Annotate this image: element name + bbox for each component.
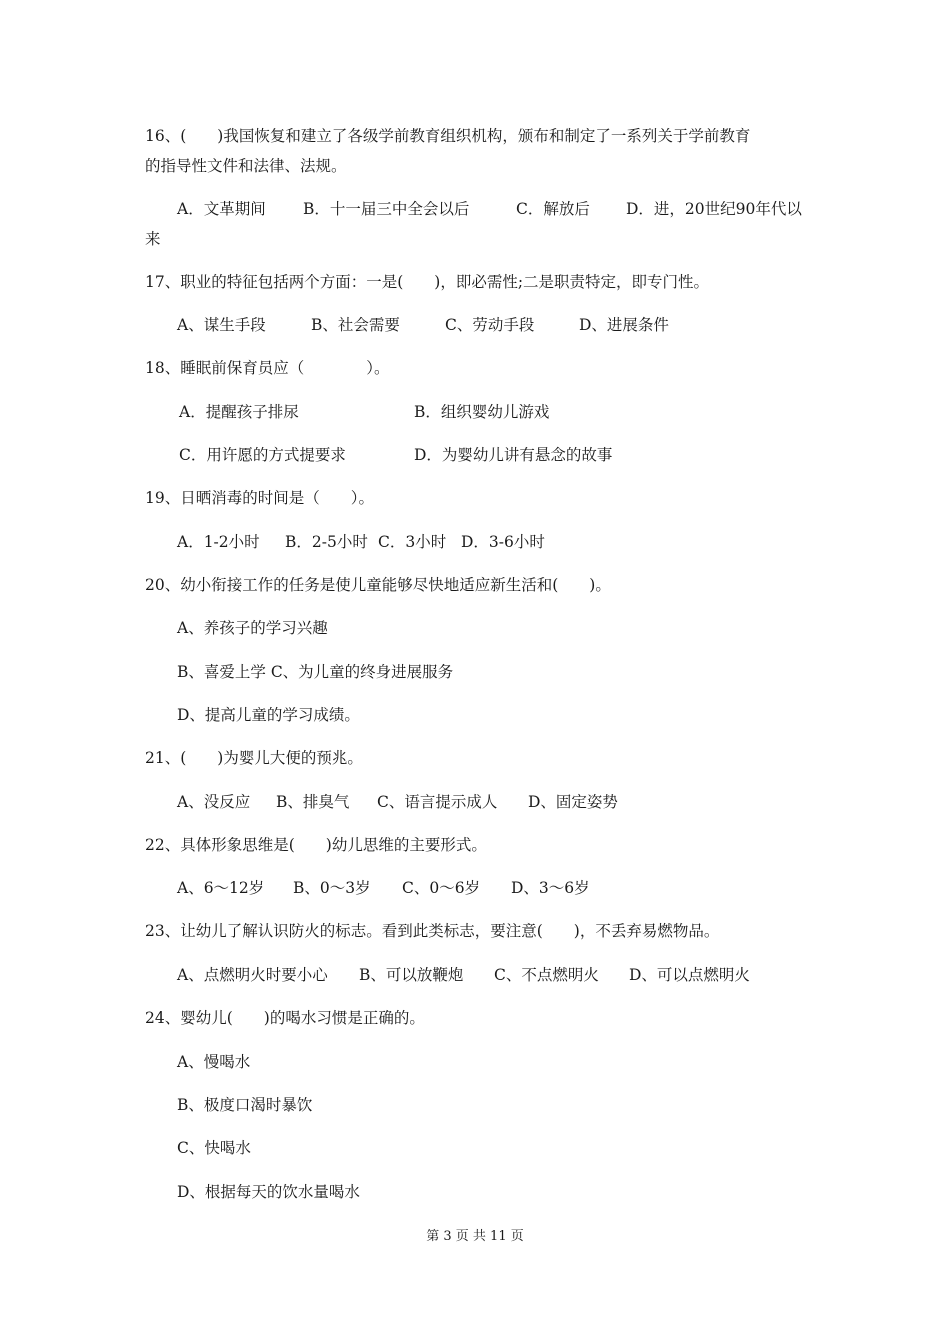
option-c: C．3小时: [378, 533, 447, 551]
question-16-options-continued: 来: [145, 230, 161, 248]
option-d: D．进，20世纪90年代以: [626, 200, 802, 218]
question-21-stem: 21、( )为婴儿大便的预兆。: [145, 749, 363, 767]
option-a: A．提醒孩子排尿: [179, 403, 299, 421]
option-b: B．组织婴幼儿游戏: [414, 403, 550, 421]
option-a: A、6～12岁: [177, 879, 265, 897]
option-d: D、3～6岁: [511, 879, 590, 897]
question-20-stem: 20、幼小衔接工作的任务是使儿童能够尽快地适应新生活和( )。: [145, 576, 611, 594]
question-19-stem: 19、日晒消毒的时间是（ ）。: [145, 489, 374, 507]
option-a: A、谋生手段: [177, 316, 266, 334]
option-a: A、没反应: [177, 793, 251, 811]
option-a: A．1-2小时: [177, 533, 260, 551]
option-c: C、不点燃明火: [494, 966, 599, 984]
question-22-stem: 22、具体形象思维是( )幼儿思维的主要形式。: [145, 836, 487, 854]
question-20-option-a: A、养孩子的学习兴趣: [177, 619, 328, 637]
option-b: B．2-5小时: [285, 533, 368, 551]
option-c: C、0～6岁: [402, 879, 481, 897]
option-b: B、排臭气: [276, 793, 350, 811]
question-24-stem: 24、婴幼儿( )的喝水习惯是正确的。: [145, 1009, 425, 1027]
option-b: B、社会需要: [311, 316, 400, 334]
option-b: B、0～3岁: [293, 879, 371, 897]
question-18-stem: 18、睡眠前保育员应（ ）。: [145, 359, 390, 377]
option-c: C．解放后: [516, 200, 590, 218]
question-17-stem: 17、职业的特征包括两个方面：一是( )，即必需性;二是职责特定，即专门性。: [145, 273, 710, 291]
option-d: D、进展条件: [579, 316, 669, 334]
option-a: A．文革期间: [177, 200, 266, 218]
option-c: C、劳动手段: [445, 316, 535, 334]
option-b: B．十一届三中全会以后: [303, 200, 470, 218]
option-a: A、点燃明火时要小心: [177, 966, 328, 984]
question-20-option-d: D、提高儿童的学习成绩。: [177, 706, 360, 724]
option-c: C．用许愿的方式提要求: [179, 446, 346, 464]
option-d: D．为婴幼儿讲有悬念的故事: [414, 446, 613, 464]
question-24-option-a: A、慢喝水: [177, 1053, 251, 1071]
option-d: D、可以点燃明火: [629, 966, 750, 984]
option-d: D、固定姿势: [528, 793, 618, 811]
option-c: C、语言提示成人: [377, 793, 498, 811]
question-16-stem-line2: 的指导性文件和法律、法规。: [145, 157, 347, 175]
question-23-stem: 23、让幼儿了解认识防火的标志。看到此类标志，要注意( )，不丢弃易燃物品。: [145, 922, 720, 940]
option-b: B、可以放鞭炮: [359, 966, 464, 984]
question-24-option-c: C、快喝水: [177, 1139, 251, 1157]
option-d: D．3-6小时: [461, 533, 545, 551]
question-20-option-bc: B、喜爱上学 C、为儿童的终身进展服务: [177, 663, 454, 681]
question-16-stem-line1: 16、( )我国恢复和建立了各级学前教育组织机构，颁布和制定了一系列关于学前教育: [145, 127, 751, 145]
question-24-option-b: B、极度口渴时暴饮: [177, 1096, 313, 1114]
page-footer: 第 3 页 共 11 页: [426, 1229, 524, 1244]
question-24-option-d: D、根据每天的饮水量喝水: [177, 1183, 360, 1201]
